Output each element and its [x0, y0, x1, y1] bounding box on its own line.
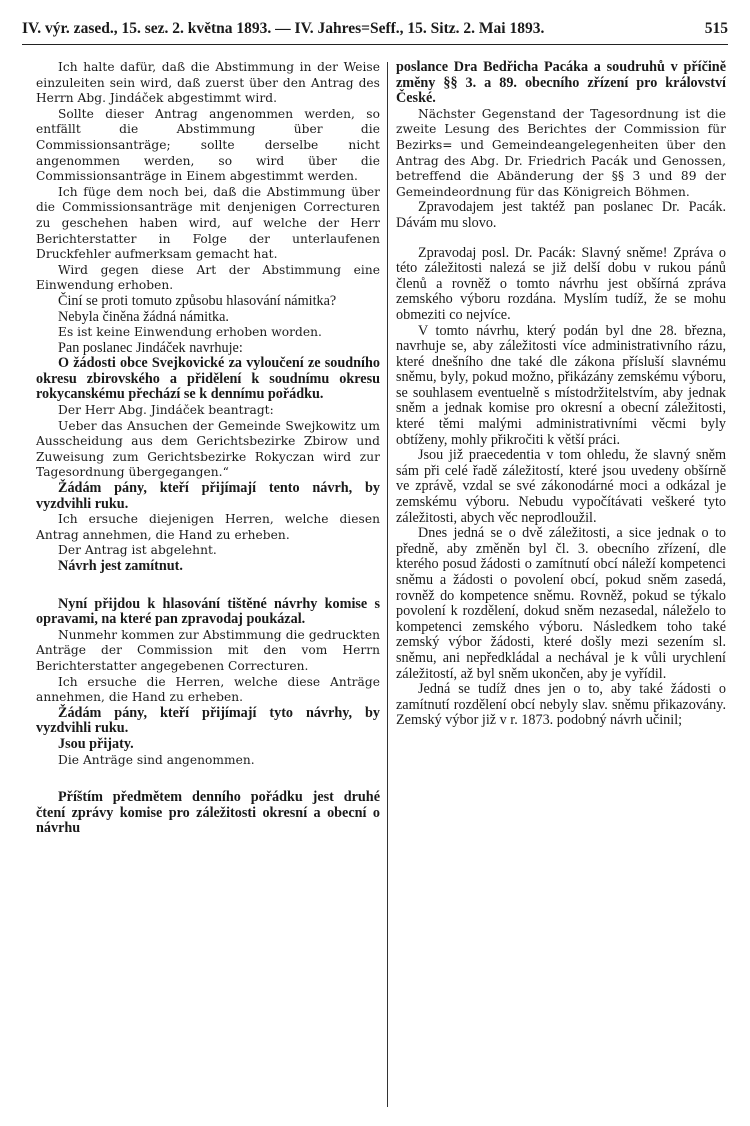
left-paragraph-8: O žádosti obce Svejkovické za vyloučení ze soudního okresu zbirovského a přidělení k soudnímu okresu rokycanskému přechází se k dennímu pořádku. — [36, 355, 380, 403]
left-paragraph-18: Ich ersuche die Herren, welche diese Anträge annehmen, die Hand zu erheben. — [36, 674, 380, 705]
left-paragraph-19: Žádám pány, kteří přijímají tyto návrhy, by vyzdvihli ruku. — [36, 704, 380, 737]
left-paragraph-10: Ueber das Ansuchen der Gemeinde Swejkowitz um Ausscheidung aus dem Gerichtsbezirke Zbirow und Zuweisung zum Gerichtsbezirke Rokyczan wird zur Tagesordnung übergegangen.“ — [36, 418, 380, 480]
left-paragraph-16: Nyní přijdou k hlasování tištěné návrhy komise s opravami, na které pan zpravodaj poukázal. — [36, 595, 380, 628]
right-paragraph-3 — [396, 232, 726, 246]
right-paragraph-0: poslance Dra Bedřicha Pacáka a soudruhů v příčině změny §§ 3. a 89. obecního zřízení pro království České. — [396, 59, 726, 107]
right-paragraph-5: V tomto návrhu, který podán byl dne 28. března, navrhuje se, aby záležitosti více administrativního rázu, které dnešního dne také dle zákona přísluší slavnému sněmu, byly, pokud možno, přikázány zemskému výboru, se souhlasem eventuelně s místodržitelstvím, aby jednak sněm a jednak komise pro okresní a obecní záležitosti, které těmi malými administrativními věcmi byly obtíženy, mohly přikročiti k větší práci. — [396, 322, 726, 448]
left-paragraph-5: Nebyla činěna žádná námitka. — [58, 308, 229, 325]
page-number: 515 — [704, 20, 728, 37]
left-column — [36, 60, 380, 837]
running-head: IV. výr. zased., 15. sez. 2. května 1893. — IV. Jahres=Seff., 15. Sitz. 2. Mai 1893. — [22, 20, 545, 37]
left-paragraph-4: Činí se proti tomuto způsobu hlasování námitka? — [58, 292, 337, 309]
right-paragraph-7: Dnes jedná se o dvě záležitosti, a sice jednak o to předně, aby změněn byl čl. 3. obecního zřízení, dle kterého posud žádosti o zamítnutí obcí náleží kompetenci sněmu a žádosti o povolení obcí, pokud sněm zasedá, rovněž do kompetence sněmu. Rovněž, pokud se týkalo povolení k rozdělení, dokud sněm nezasedal, náleželo to kompetenci zemského výboru. Následkem toho také zemský výbor žádosti, které došly mezi sezením sl. sněmu, ani nepředkládal a nechával je k vůli urychlení záležitostí, až byl sněm ukončen, aby je vyřídil. — [396, 525, 726, 682]
left-paragraph-13: Der Antrag ist abgelehnt. — [58, 543, 217, 558]
left-paragraph-0: Ich halte dafür, daß die Abstimmung in der Weise einzuleiten sein wird, daß zuerst über den Antrag des Herrn Abg. Jindáček abgestimmt wird. — [36, 60, 380, 106]
column-divider — [387, 62, 388, 1107]
left-paragraph-7: Pan poslanec Jindáček navrhuje: — [58, 339, 243, 356]
left-paragraph-20: Jsou přijaty. — [58, 735, 134, 752]
right-paragraph-4: Zpravodaj posl. Dr. Pacák: Slavný sněme! Zpráva o této záležitosti nalezá se již delší dobu v rukou pánů členů a rovněž o tomto návrhu jest obšírná zpráva zemského výboru rozdána. Myslím tudíž, že se mohu obmeziti co nejvíce. — [396, 244, 726, 323]
right-paragraph-1: Nächster Gegenstand der Tagesordnung ist die zweite Lesung des Berichtes der Commission für Bezirks= und Gemeindeangelegenheiten über den Antrag des Abg. Dr. Friedrich Pacák und Genossen, betreffend die Abänderung der §§ 3 und 89 der Gemeindeordnung für das Königreich Böhmen. — [396, 106, 726, 199]
left-paragraph-11: Žádám pány, kteří přijímají tento návrh, by vyzdvihli ruku. — [36, 480, 380, 512]
left-paragraph-23: Příštím předmětem denního pořádku jest druhé čtení zprávy komise pro záležitosti okresní a obecní o návrhu — [36, 789, 380, 837]
left-paragraph-15 — [36, 575, 380, 597]
right-paragraph-2: Zpravodajem jest taktéž pan poslanec Dr. Pacák. Dávám mu slovo. — [396, 199, 726, 231]
right-column — [396, 60, 726, 729]
left-paragraph-6: Es ist keine Einwendung erhoben worden. — [58, 325, 322, 340]
left-paragraph-14: Návrh jest zamítnut. — [58, 558, 183, 574]
left-paragraph-2: Ich füge dem noch bei, daß die Abstimmung über die Commissionsanträge mit denjenigen Correcturen zu geschehen haben wird, auf welche der Herr Berichterstatter in Folge der unterlaufenen Druckfehler aufmerksam gemacht hat. — [36, 184, 380, 262]
page-header — [22, 18, 728, 40]
left-paragraph-9: Der Herr Abg. Jindáček beantragt: — [58, 403, 274, 418]
left-paragraph-12: Ich ersuche diejenigen Herren, welche diesen Antrag annehmen, die Hand zu erheben. — [36, 512, 380, 542]
left-paragraph-1: Sollte dieser Antrag angenommen werden, so entfällt die Abstimmung über die Commissionsanträge; sollte derselbe nicht angenommen werden, so wird über die Commissionsanträge in Einem abgestimmt werden. — [36, 106, 380, 184]
right-paragraph-6: Jsou již praecedentia v tom ohledu, že slavný sněm sám při celé řadě záležitostí, které jsou uvedeny obšírně ve zprávě, vzdal se své zákonodárné moci a odkázal je zemskému výboru. Nebudu vypočítávati veškeré tyto záležitosti, abych věc neprodloužil. — [396, 447, 726, 526]
left-paragraph-17: Nunmehr kommen zur Abstimmung die gedruckten Anträge der Commission mit den vom Herrn Berichterstatter angegebenen Correcturen. — [36, 627, 380, 673]
left-paragraph-3: Wird gegen diese Art der Abstimmung eine Einwendung erhoben. — [36, 262, 380, 293]
left-paragraph-22 — [36, 768, 380, 790]
header-rule — [22, 44, 728, 45]
right-paragraph-8: Jedná se tudíž dnes jen o to, aby také žádosti o zamítnutí rozdělení obcí nebyly slav. sněmu přikazovány. Zemský výbor již v r. 1873. podobný návrh učinil; — [396, 681, 726, 729]
left-paragraph-21: Die Anträge sind angenommen. — [58, 752, 255, 767]
